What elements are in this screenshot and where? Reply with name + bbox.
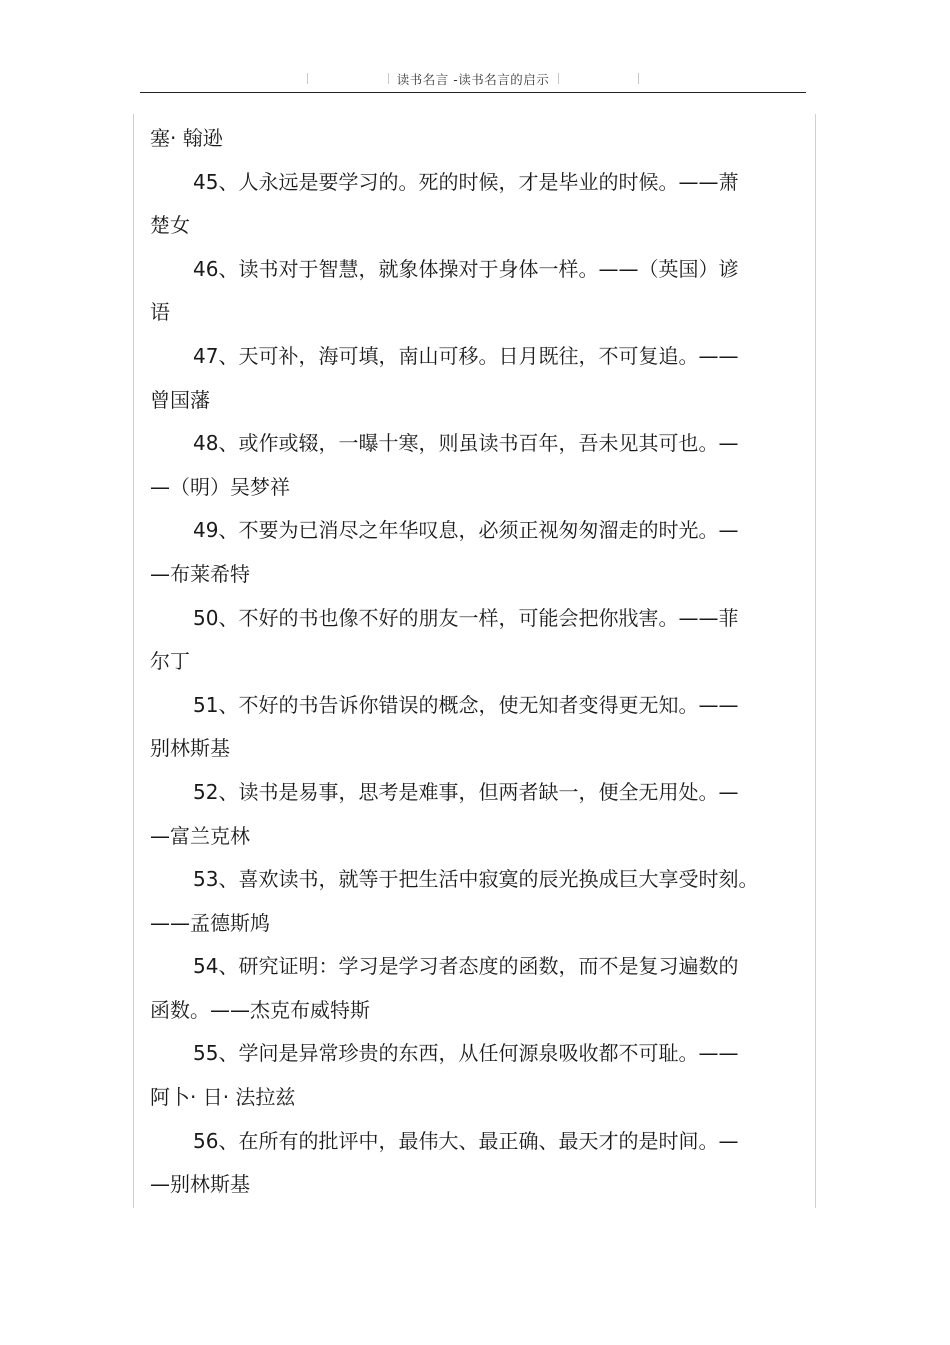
page-header xyxy=(140,66,806,93)
quote-line: 曾国藩 xyxy=(150,387,210,412)
quote-line: 49、不要为已消尽之年华叹息，必须正视匆匆溜走的时光。— xyxy=(193,518,739,543)
quote-line: 函数。——杰克布威特斯 xyxy=(150,997,370,1022)
left-margin-rule xyxy=(133,114,134,1208)
quote-line: 别林斯基 xyxy=(150,736,230,761)
quote-line: 54、研究证明：学习是学习者态度的函数，而不是复习遍数的 xyxy=(193,954,739,979)
quote-line: 45、人永远是要学习的。死的时候，才是毕业的时候。——萧 xyxy=(193,169,739,194)
quote-line: 塞· 翰逊 xyxy=(150,126,223,150)
header-title: 读书名言 -读书名言的启示 xyxy=(396,72,550,87)
quote-line: 52、读书是易事，思考是难事，但两者缺一，便全无用处。— xyxy=(193,779,739,804)
quote-line: —别林斯基 xyxy=(150,1172,250,1197)
quote-line: 48、或作或辍，一曝十寒，则虽读书百年，吾未见其可也。— xyxy=(193,431,739,456)
quote-list xyxy=(150,117,772,1207)
quote-line: 楚女 xyxy=(150,213,190,238)
quote-line: 语 xyxy=(150,300,170,325)
quote-line: —布莱希特 xyxy=(150,561,250,586)
right-margin-rule xyxy=(815,114,816,1208)
quote-line: 55、学问是异常珍贵的东西，从任何源泉吸收都不可耻。—— xyxy=(193,1041,739,1066)
quote-line: 51、不好的书告诉你错误的概念，使无知者变得更无知。—— xyxy=(193,692,739,717)
quote-line: —（明）吴梦祥 xyxy=(150,474,290,499)
quote-line: 53、喜欢读书，就等于把生活中寂寞的辰光换成巨大享受时刻。 xyxy=(193,867,759,892)
quote-line: 阿卜· 日· 法拉兹 xyxy=(150,1085,296,1110)
quote-line: ——孟德斯鸠 xyxy=(150,910,270,935)
quote-line: 47、天可补，海可填，南山可移。日月既往，不可复追。—— xyxy=(193,343,739,368)
quote-line: —富兰克林 xyxy=(150,823,250,848)
quote-line: 46、读书对于智慧，就象体操对于身体一样。——（英国）谚 xyxy=(193,256,739,281)
quote-line: 尔丁 xyxy=(150,649,190,674)
quote-line: 56、在所有的批评中，最伟大、最正确、最天才的是时间。— xyxy=(193,1128,739,1153)
quote-line: 50、不好的书也像不好的朋友一样，可能会把你戕害。——菲 xyxy=(193,605,739,630)
